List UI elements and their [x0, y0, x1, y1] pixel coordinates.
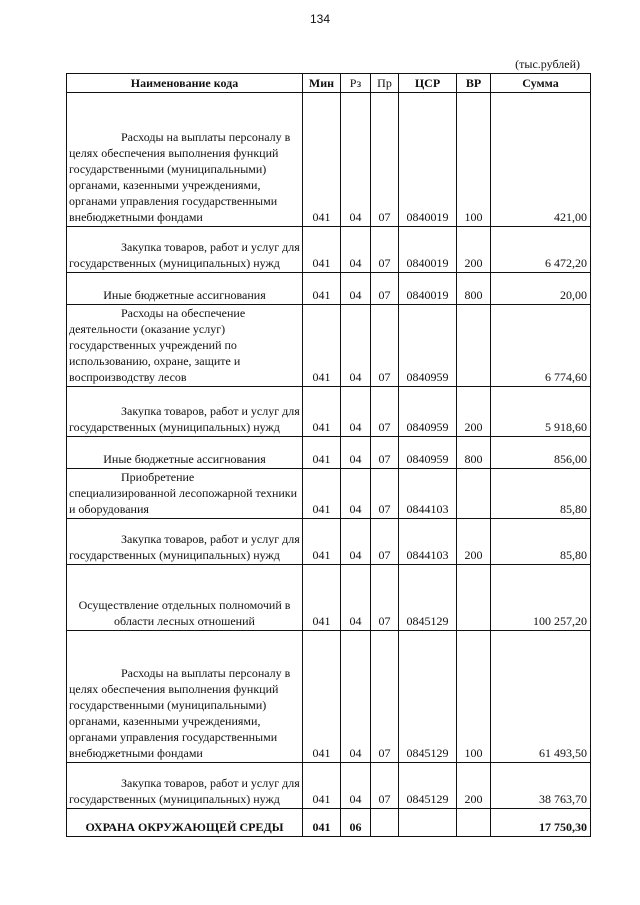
- cell-csr: 0840019: [399, 273, 457, 305]
- cell-name: Закупка товаров, работ и услуг для государственных (муниципальных) нужд: [67, 519, 303, 565]
- cell-pr: 07: [371, 437, 399, 469]
- total-sum: 17 750,30: [491, 809, 591, 837]
- cell-pr: 07: [371, 387, 399, 437]
- cell-sum: 85,80: [491, 519, 591, 565]
- cell-vr: 100: [457, 631, 491, 763]
- total-rz: 06: [341, 809, 371, 837]
- cell-vr: [457, 469, 491, 519]
- table-row: [67, 273, 591, 305]
- table-row: [67, 565, 591, 631]
- cell-vr: 800: [457, 437, 491, 469]
- cell-csr: 0845129: [399, 631, 457, 763]
- cell-min: 041: [303, 763, 341, 809]
- col-header-rz: Рз: [341, 74, 371, 93]
- cell-name: Приобретение специализированной лесопожарной техники и оборудования: [67, 469, 303, 519]
- cell-pr: 07: [371, 469, 399, 519]
- budget-table: [66, 73, 591, 837]
- cell-min: 041: [303, 387, 341, 437]
- cell-vr: 200: [457, 387, 491, 437]
- cell-name: Иные бюджетные ассигнования: [67, 273, 303, 305]
- cell-pr: 07: [371, 519, 399, 565]
- cell-name: Расходы на выплаты персоналу в целях обеспечения выполнения функций государственными (муниципальными) органами, казенными учреждениями, органами управления государственными внебюджетными фондами: [67, 631, 303, 763]
- col-header-min: Мин: [303, 74, 341, 93]
- cell-sum: 856,00: [491, 437, 591, 469]
- table-row: [67, 469, 591, 519]
- units-label: (тыс.рублей): [515, 57, 580, 71]
- table-row: [67, 437, 591, 469]
- cell-sum: 421,00: [491, 93, 591, 227]
- cell-vr: 200: [457, 227, 491, 273]
- col-header-sum: Сумма: [491, 74, 591, 93]
- cell-min: 041: [303, 469, 341, 519]
- table-row: [67, 93, 591, 227]
- cell-sum: 85,80: [491, 469, 591, 519]
- cell-sum: 38 763,70: [491, 763, 591, 809]
- cell-name: Расходы на обеспечение деятельности (оказание услуг) государственных учреждений по использованию, охране, защите и воспроизводству лесов: [67, 305, 303, 387]
- cell-vr: 800: [457, 273, 491, 305]
- cell-min: 041: [303, 437, 341, 469]
- cell-vr: 100: [457, 93, 491, 227]
- cell-vr: 200: [457, 519, 491, 565]
- cell-pr: 07: [371, 305, 399, 387]
- cell-min: 041: [303, 631, 341, 763]
- cell-name: Иные бюджетные ассигнования: [67, 437, 303, 469]
- cell-csr: 0840019: [399, 93, 457, 227]
- cell-rz: 04: [341, 93, 371, 227]
- cell-pr: 07: [371, 93, 399, 227]
- cell-rz: 04: [341, 565, 371, 631]
- cell-rz: 04: [341, 273, 371, 305]
- table-row: [67, 387, 591, 437]
- cell-sum: 6 774,60: [491, 305, 591, 387]
- table-row: [67, 763, 591, 809]
- cell-min: 041: [303, 273, 341, 305]
- cell-csr: 0845129: [399, 565, 457, 631]
- cell-name: Закупка товаров, работ и услуг для государственных (муниципальных) нужд: [67, 387, 303, 437]
- total-csr: [399, 809, 457, 837]
- cell-csr: 0844103: [399, 519, 457, 565]
- cell-csr: 0844103: [399, 469, 457, 519]
- cell-csr: 0840959: [399, 437, 457, 469]
- cell-pr: 07: [371, 227, 399, 273]
- header-row: [67, 74, 591, 93]
- cell-pr: 07: [371, 763, 399, 809]
- cell-rz: 04: [341, 227, 371, 273]
- cell-rz: 04: [341, 387, 371, 437]
- table-row: [67, 519, 591, 565]
- cell-rz: 04: [341, 519, 371, 565]
- col-header-name: Наименование кода: [67, 74, 303, 93]
- cell-sum: 100 257,20: [491, 565, 591, 631]
- table-row: [67, 305, 591, 387]
- cell-sum: 6 472,20: [491, 227, 591, 273]
- cell-csr: 0840019: [399, 227, 457, 273]
- cell-rz: 04: [341, 437, 371, 469]
- cell-min: 041: [303, 565, 341, 631]
- cell-rz: 04: [341, 763, 371, 809]
- cell-sum: 20,00: [491, 273, 591, 305]
- cell-name: Закупка товаров, работ и услуг для государственных (муниципальных) нужд: [67, 763, 303, 809]
- cell-vr: [457, 305, 491, 387]
- cell-vr: [457, 565, 491, 631]
- cell-rz: 04: [341, 469, 371, 519]
- col-header-vr: ВР: [457, 74, 491, 93]
- cell-vr: 200: [457, 763, 491, 809]
- cell-pr: 07: [371, 631, 399, 763]
- cell-pr: 07: [371, 565, 399, 631]
- cell-min: 041: [303, 227, 341, 273]
- cell-csr: 0840959: [399, 387, 457, 437]
- cell-min: 041: [303, 93, 341, 227]
- cell-name: Расходы на выплаты персоналу в целях обеспечения выполнения функций государственными (муниципальными) органами, казенными учреждениями, органами управления государственными внебюджетными фондами: [67, 93, 303, 227]
- cell-name: Осуществление отдельных полномочий в области лесных отношений: [67, 565, 303, 631]
- cell-sum: 61 493,50: [491, 631, 591, 763]
- cell-rz: 04: [341, 631, 371, 763]
- cell-pr: 07: [371, 273, 399, 305]
- cell-csr: 0840959: [399, 305, 457, 387]
- table-row: [67, 227, 591, 273]
- cell-sum: 5 918,60: [491, 387, 591, 437]
- col-header-csr: ЦСР: [399, 74, 457, 93]
- page-number: 134: [309, 12, 331, 26]
- total-pr: [371, 809, 399, 837]
- table-row: [67, 631, 591, 763]
- col-header-pr: Пр: [371, 74, 399, 93]
- cell-min: 041: [303, 519, 341, 565]
- cell-min: 041: [303, 305, 341, 387]
- cell-csr: 0845129: [399, 763, 457, 809]
- cell-rz: 04: [341, 305, 371, 387]
- total-name: ОХРАНА ОКРУЖАЮЩЕЙ СРЕДЫ: [67, 809, 303, 837]
- total-vr: [457, 809, 491, 837]
- total-min: 041: [303, 809, 341, 837]
- total-row: [67, 809, 591, 837]
- cell-name: Закупка товаров, работ и услуг для государственных (муниципальных) нужд: [67, 227, 303, 273]
